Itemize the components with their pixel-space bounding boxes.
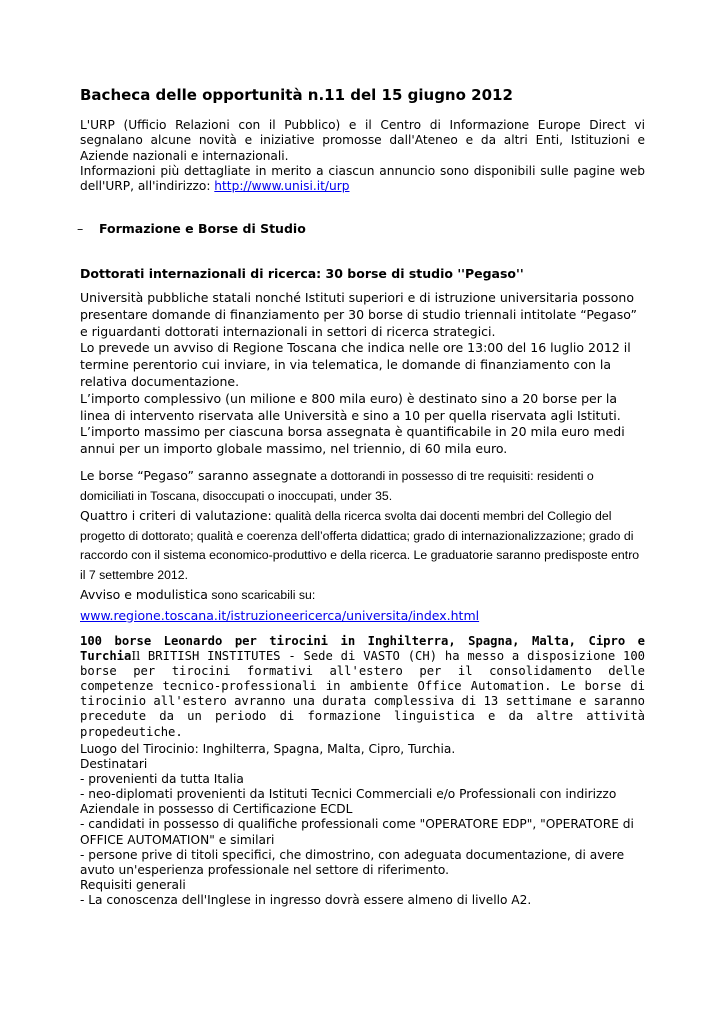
intro-section bbox=[80, 118, 645, 194]
detail-line: - La conoscenza dell'Inglese in ingresso dovrà essere almeno di livello A2. bbox=[80, 892, 532, 907]
detail-line: Luogo del Tirocinio: Inghilterra, Spagna, Malta, Cipro, Turchia. bbox=[80, 742, 456, 756]
section-label: Formazione e Borse di Studio bbox=[99, 221, 306, 236]
detail-line: - candidati in possesso di qualifiche professionali come "OPERATORE EDP", "OPERATORE di OFFICE AUTOMATION" e similari bbox=[80, 817, 634, 847]
pegaso-paragraph-4-rest: a dottorandi in possesso di tre requisiti: residenti o domiciliati in Toscana, disoccupati o inoccupati, under 35. bbox=[80, 469, 594, 503]
pegaso-body bbox=[80, 290, 645, 458]
detail-line: - persone prive di titoli specifici, che dimostrino, con adeguata documentazione, di avere avuto un'esperienza professionale nel settore di riferimento. bbox=[80, 847, 625, 877]
pegaso-paragraph-5 bbox=[80, 506, 645, 585]
leonardo-intro bbox=[80, 634, 645, 740]
section-bullet: – bbox=[77, 221, 84, 236]
pegaso-paragraph-1: Università pubbliche statali nonché Istituti superiori e di istruzione universitaria possono presentare domande di finanziamento per 30 borse di studio triennali intitolate “Pegaso” e riguardanti dottorati internazionali in settori di ricerca strategici. bbox=[80, 290, 637, 339]
leonardo-heading: 100 borse Leonardo per tirocini in Inghilterra, Spagna, Malta, Cipro e Turchia bbox=[80, 634, 645, 664]
pegaso-paragraph-6-lead: Avviso e modulistica bbox=[80, 587, 208, 602]
leonardo-body: BRITISH INSTITUTES - Sede di VASTO (CH) ha messo a disposizione 100 borse per tirocini formativi all'estero per il consolidamento delle competenze tecnico-professionali in ambiente Office Automation. Le borse di tirocinio all'estero avranno una durata complessiva di 13 settimane e saranno precedute da un periodo di formazione linguistica e da altre attività propedeutiche. bbox=[80, 649, 645, 739]
detail-line: - provenienti da tutta Italia bbox=[80, 772, 244, 787]
document-title: Bacheca delle opportunità n.11 del 15 giugno 2012 bbox=[80, 86, 513, 104]
pegaso-paragraph-6-rest: sono scaricabili su: bbox=[207, 588, 316, 602]
pegaso-paragraph-2: Lo prevede un avviso di Regione Toscana che indica nelle ore 13:00 del 16 luglio 2012 il termine perentorio cui inviare, in via telematica, le domande di finanziamento con la relativa documentazione. bbox=[80, 340, 631, 389]
pegaso-paragraph-4-lead: Le borse “Pegaso” saranno assegnate bbox=[80, 468, 317, 483]
leonardo-details bbox=[80, 742, 645, 908]
section-heading bbox=[77, 221, 306, 236]
pegaso-link-line bbox=[80, 606, 645, 627]
pegaso-heading: Dottorati internazionali di ricerca: 30 borse di studio ''Pegaso'' bbox=[80, 266, 524, 281]
detail-line: - neo-diplomati provenienti da Istituti Tecnici Commerciali e/o Professionali con indirizzo Aziendale in possesso di Certificazione ECDL bbox=[80, 787, 617, 817]
intro-paragraph-1: L'URP (Ufficio Relazioni con il Pubblico) e il Centro di Informazione Europe Direct vi segnalano alcune novità e iniziative promosse dall'Ateneo e da altri Enti, Istituzioni e Aziende nazionali e internazionali. bbox=[80, 118, 645, 163]
intro-paragraph-2-text: Informazioni più dettagliate in merito a ciascun annuncio sono disponibili sulle pagine web dell'URP, all'indirizzo: bbox=[80, 163, 645, 194]
detail-line: Requisiti generali bbox=[80, 877, 186, 892]
urp-link[interactable]: http://www.unisi.it/urp bbox=[214, 179, 350, 194]
pegaso-body-continued bbox=[80, 466, 645, 626]
pegaso-paragraph-6 bbox=[80, 585, 645, 606]
pegaso-paragraph-5-rest: qualità della ricerca svolta dai docenti membri del Collegio del progetto di dottorato; qualità e coerenza dell’offerta didattica; grado di internazionalizzazione; grado di raccordo con il sistema economico-produttivo e della ricerca. Le graduatorie saranno predisposte entro il 7 settembre 2012. bbox=[80, 509, 640, 582]
pegaso-paragraph-4 bbox=[80, 466, 645, 506]
pegaso-paragraph-5-lead: Quattro i criteri di valutazione: bbox=[80, 508, 272, 523]
regione-toscana-link[interactable]: www.regione.toscana.it/istruzioneericerca/universita/index.html bbox=[80, 607, 480, 623]
pegaso-paragraph-3: L’importo complessivo (un milione e 800 mila euro) è destinato sino a 20 borse per la linea di intervento riservata alle Università e sino a 10 per quella riservata agli Istituti. L’importo massimo per ciascuna borsa assegnata è quantificabile in 20 mila euro medi annui per un importo globale massimo, nel triennio, di 60 mila euro. bbox=[80, 390, 625, 457]
detail-line: Destinatari bbox=[80, 757, 148, 772]
intro-paragraph-2 bbox=[80, 164, 645, 195]
leonardo-il: Il bbox=[131, 649, 141, 664]
